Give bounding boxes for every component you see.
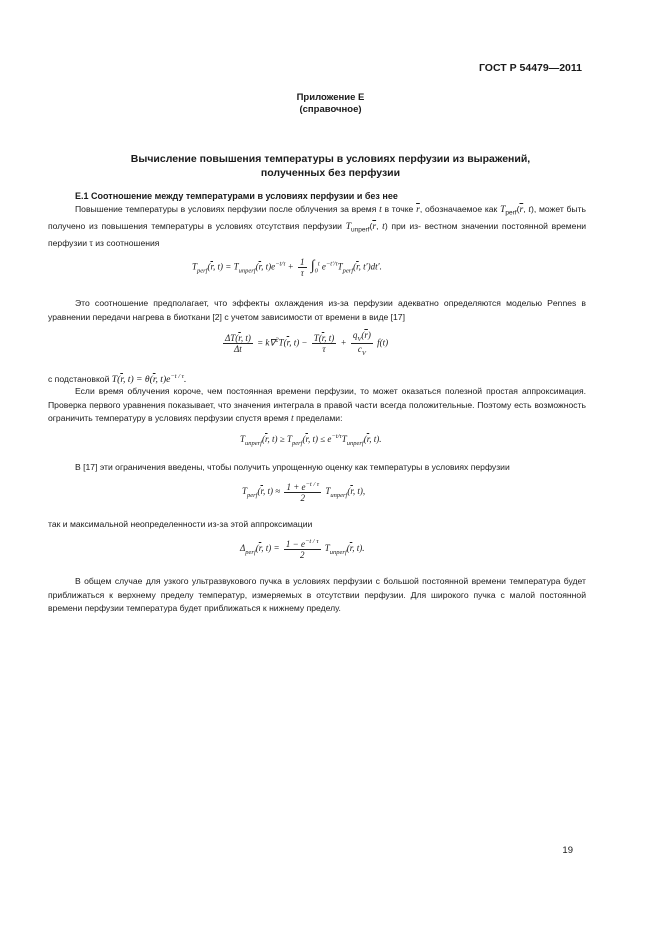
equation-3: $T_{unperf}(\overline{r}$, $t) \ge T_{perf}(\overline{r}$, $t) \le e^{-t/\tau}T_{unperf}(\overline{r}$, t).	[240, 433, 382, 447]
p1-text-f: вестном значении постоянной времени перфузии τ из соотношения	[48, 221, 587, 249]
paragraph-2: Это соотношение предполагает, что эффекты охлаждения из-за перфузии адекватно определяются моделью Pennes в уравнении передачи нагрева в биоткани [2] с учетом зависимости от времени в виде [17]	[48, 298, 586, 322]
symbol-t: t	[379, 204, 382, 215]
paragraph-7: В общем случае для узкого ультразвукового пучка в условиях перфузии с большой постоянной времени температура будет приближаться к верхнему пределу температур, измеряемых в отсутствии перфузии. Для широкого пучка с малой постоянной времени перфузии температура будет приближаться к нижнему пределу.	[48, 576, 586, 613]
p1-text-c: обозначаемое как	[424, 204, 498, 214]
p1-text-a: Повышение температуры в условиях перфузии после облучения за время	[75, 204, 377, 214]
paragraph-5: В [17] эти ограничения введены, чтобы получить упрощенную оценку как температуры в условиях перфузии	[75, 462, 510, 472]
paragraph-3: с подстановкой $T(\overline{r}$, $t) = \theta(\overline{r}$, $t)e^{-t / \tau}$.	[48, 373, 187, 386]
title-line-2: полученных без перфузии	[260, 166, 401, 179]
title-line-1: Вычисление повышения температуры в условиях перфузии из выражений,	[130, 153, 531, 165]
equation-4: $T_{perf}(\overline{r}$, t) ≈ $\frac{1 + e^{-t / \tau}}{2}$ $T_{unperf}(\overline{r}$, t),	[242, 481, 366, 503]
p1-text-e: при из-	[391, 221, 421, 232]
equation-1: $T_{perf}(\overline{r}$, $t) = T_{unperf}(\overline{r}$, $t)e^{-t/\tau}$ + $\frac{1}{\tau}$ $\int_0^t$ $e^{-t'/\tau}T_{perf}(\overline{r}$, t′)dt′.	[192, 257, 382, 278]
page-number: 19	[562, 845, 573, 856]
document-title	[0, 153, 661, 180]
appendix-heading	[0, 92, 661, 116]
section-heading: Е.1 Соотношение между температурами в условиях перфузии и без нее	[75, 191, 398, 201]
p4-end: пределами:	[296, 413, 343, 423]
symbol-t-2: t	[291, 413, 294, 424]
standard-header: ГОСТ Р 54479—2011	[478, 62, 582, 74]
paragraph-6: так и максимальной неопределенности из-за этой аппроксимации	[48, 519, 313, 529]
equation-5: $\Delta_{perf}(\overline{r}$, t) = $\frac{1 - e^{-t / \tau}}{2}$ $T_{unperf}(\overline{r}$, t).	[240, 538, 365, 560]
appendix-title: Приложение Е	[296, 92, 365, 103]
appendix-note: (справочное)	[299, 104, 362, 115]
paragraph-4	[48, 385, 586, 426]
paragraph-1: Повышение температуры в условиях перфузии после облучения за время t в точке $\overline{r}$, обозначаемое как $T_{perf}(\overline{r}$, t), может быть получено из повышения температуры в условиях отсутствия перфузии $T_{unperf}(\overline{r}$, t) при из- вестном значении постоянной времени перфузии τ из соотношения	[48, 204, 587, 249]
equation-2: $\frac{\Delta T(\overline{r}, t)}{\Delta t}$ = $k\nabla^2T(\overline{r}$, t) − $\frac{T(\overline{r}, t)}{\tau}$ + $\frac{q_V(\overline{r})}{c_V}$ f(t)	[225, 330, 389, 357]
p1-text-b: в точке	[384, 204, 414, 214]
p4-text: Если время облучения короче, чем постоянная времени перфузии, то может оказаться полезной простая аппроксимация. Проверка первого уравнения показывает, что значения интеграла в правой части всегда положительные. Поэтому есть возможность ограничить температуру в условиях перфузии спустя время	[48, 386, 586, 423]
p3-text: с подстановкой	[48, 374, 110, 385]
p1-text-d: , может быть получено из повышения температуры в условиях отсутствия перфузии	[48, 204, 587, 232]
